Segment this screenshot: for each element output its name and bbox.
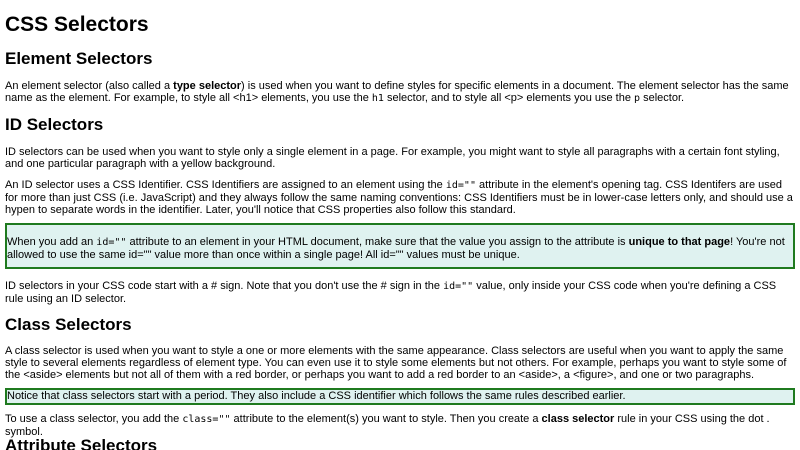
- page-title: CSS Selectors: [5, 13, 149, 36]
- section-heading-attribute: Attribute Selectors: [5, 436, 158, 450]
- id-callout-text: When you add an id="" attribute to an element in your HTML document, make sure that the value you assign to the attribute is unique to that page! You're not allowed to use the same id="" value more than once within a single page! All id="" values must be unique.: [7, 236, 785, 261]
- class-paragraph-1: A class selector is used when you want to style a one or more elements with the same appearance. Class selectors are useful when you want to apply the same style to several elements regardless of element type. You can even use it to style some elements but not others. For example, perhaps you want to style some of the <aside> elements but not all of them with a red border, or perhaps you want to add a red border to an <aside>, a <figure>, and one or two paragraphs.: [5, 345, 787, 381]
- section-heading-class: Class Selectors: [5, 315, 132, 334]
- section-heading-id: ID Selectors: [5, 115, 104, 134]
- id-paragraph-3: ID selectors in your CSS code start with a # sign. Note that you don't use the # sign in the id="" value, only inside your CSS code when you're defining a CSS rule using an ID selector.: [5, 280, 777, 305]
- section-heading-element: Element Selectors: [5, 49, 153, 68]
- element-paragraph: An element selector (also called a type selector) is used when you want to define styles for specific elements in a document. The element selector has the same name as the element. For example, to style all <h1> elements, you use the h1 selector, and to style all <p> elements you use the p selector.: [5, 80, 789, 104]
- id-paragraph-2: An ID selector uses a CSS Identifier. CSS Identifiers are assigned to an element using the id="" attribute in the element's opening tag. CSS Identifers are used for more than just CSS (i.e. JavaScript) and they always follow the same naming conventions: CSS Identifiers must be in lower-case letters only, and should use a hypen to separate words in the identifier. Later, you'll notice that CSS properties also follow this standard.: [5, 179, 793, 216]
- id-paragraph-1: ID selectors can be used when you want to style only a single element in a page. For example, you might want to style all paragraphs with a certain font styling, and one particular paragraph with a yellow background.: [5, 146, 780, 170]
- class-callout-box: [5, 388, 795, 405]
- id-callout-box: [5, 223, 795, 269]
- class-paragraph-2: To use a class selector, you add the class="" attribute to the element(s) you want to style. Then you create a class selector rule in your CSS using the dot . symbol.: [5, 413, 770, 438]
- class-callout-text: Notice that class selectors start with a period. They also include a CSS identifier which follows the same rules described earlier.: [7, 390, 626, 402]
